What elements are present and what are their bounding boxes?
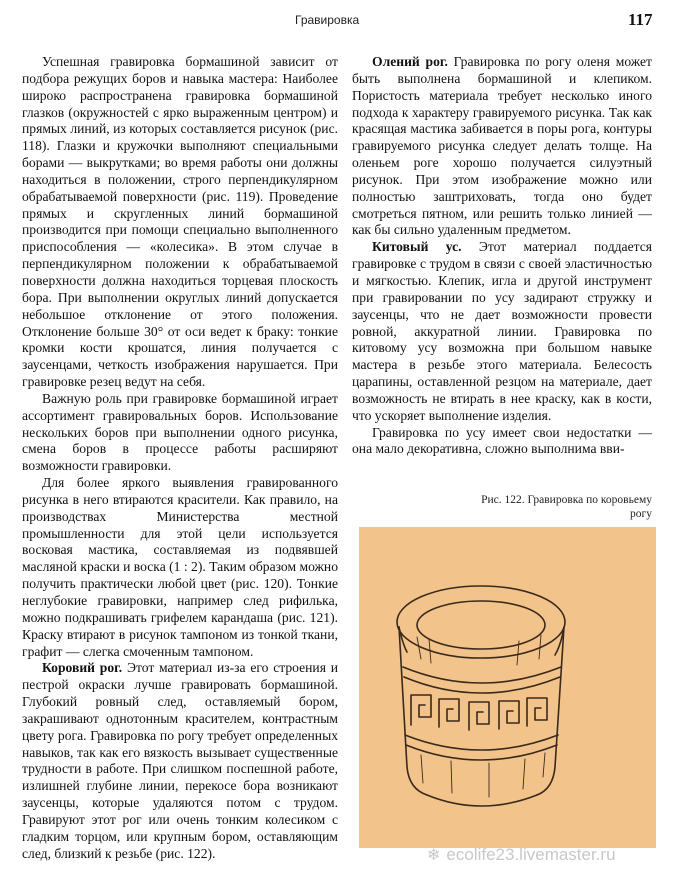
paragraph-dyes: Для более яркого выявления гравированного рисунка в него втираются красители. Как правило, на производствах Министерства местной промышленности для этой цели используется восковая мастика, составляемая из подвявшей масляной краски и воска (1 : 2). Таким образом можно получить практически любой цвет (рис. 120). Тонкие неглубокие гравировки, например след рифилька, можно подкрашивать грифелем карандаша (рис. 121). Краску втирают в рисунок тампоном из тонкой ткани, графит — слегка смоченным тампоном. bbox=[22, 475, 338, 659]
horn-cup-illustration bbox=[359, 527, 656, 848]
baleen-text: Этот материал поддается гравировке с трудом в связи с своей эластичностью и мягкостью. Клепик, игла и другой инструмент при гравировании по усу задирают стружку и заусенцы, что не дает возможности провести ровной, аккуратной линии. Гравировка по китовому усу возможна при большом навыке мастера в резьбе этого материала. Белесость царапины, оставленной резцом на материале, дает возможность не втирать в нее краску, как в кости, что ускоряет выполнение изделия. bbox=[352, 239, 652, 423]
watermark bbox=[427, 845, 616, 865]
paragraph-deer-horn bbox=[352, 54, 652, 239]
figure-caption: Рис. 122. Гравировка по коровьему рогу bbox=[481, 494, 652, 520]
deer-horn-heading: Олений рог. bbox=[372, 54, 448, 69]
left-column bbox=[22, 54, 338, 863]
paragraph-burs: Важную роль при гравировке бормашиной играет ассортимент гравировальных боров. Использование нескольких боров при выполнении одного рисунка, смена боров в процессе работы расширяют возможности гравировки. bbox=[22, 390, 338, 474]
running-header: Гравировка bbox=[295, 13, 360, 27]
paragraph-baleen-drawbacks: Гравировка по усу имеет свои недостатки — она мало декоративна, сложно выполнима вви- bbox=[352, 424, 652, 457]
cow-horn-heading: Коровий рог. bbox=[42, 660, 123, 676]
cow-horn-text: Этот материал из-за его строения и пестрой окраски лучше гравировать бормашиной. Глубокий ровный след, оставляемый бором, закрашивают однотонным красителем, контрастным цвету рога. Гравировка по рогу требует определенных навыков, так как его вязкость вызывает существенные трудности в работе. При слишком поспешной работе, излишней глубине линии, перекосе бора возникают заусенцы, которые удаляются потом с трудом. Гравируют этот рог или очень тонким колесиком с гладким торцом, или крупным бором, оставляющим след, близкий к резьбе (рис. 122). bbox=[22, 660, 339, 861]
watermark-text: ecolife23.livemaster.ru bbox=[446, 845, 616, 864]
paragraph-cow-horn bbox=[22, 660, 338, 862]
paragraph-baleen bbox=[352, 239, 652, 424]
paragraph-engraving-drill: Успешная гравировка бормашиной зависит от подбора режущих боров и навыка мастера: Наиболее широко распространена гравировка бормашиной глазков (окружностей с ярко выраженным центром) и прямых линий, из которых составляется рисунок (рис. 118). Глазки и кружочки выполняют специальными борами — выкрутками; во время работы они должны находиться в положении, строго перпендикулярном обрабатываемой поверхности (рис. 119). Проведение прямых и скругленных линий бормашиной производится при помощи специально выполненного приспособления — «колесика». В этом случае в перпендикулярном положении к обрабатываемой поверхности должна находиться торцевая плоскость бора. При выполнении округлых линий допускается небольшое отклонение от этого положения. Отклонение больше 30° от оси ведет к браку: тонкие кромки кости крошатся, линия получается с заусенцами, четкость изображения нарушается. При гравировке резец ведут на себя. bbox=[22, 54, 338, 390]
baleen-heading: Китовый ус. bbox=[372, 239, 462, 255]
page-number: 117 bbox=[628, 10, 653, 29]
snowflake-icon: ❄ bbox=[427, 847, 441, 864]
deer-horn-text: Гравировка по рогу оленя может быть выполнена бормашиной и клепиком. Пористость материала требует несколько иного подхода к характеру гравируемого рисунка. Так как красящая мастика забивается в поры рога, контуры гравируемого рисунка следует делать толще. На оленьем роге хорошо получается силуэтный рисунок. При этом изображение можно или полностью заштриховать, тогда оно будет смотреться пятном, или решить только линией — как бы сильно удаленным предметом. bbox=[352, 54, 652, 238]
right-column bbox=[352, 54, 652, 458]
figure-horn-engraving bbox=[359, 527, 656, 848]
